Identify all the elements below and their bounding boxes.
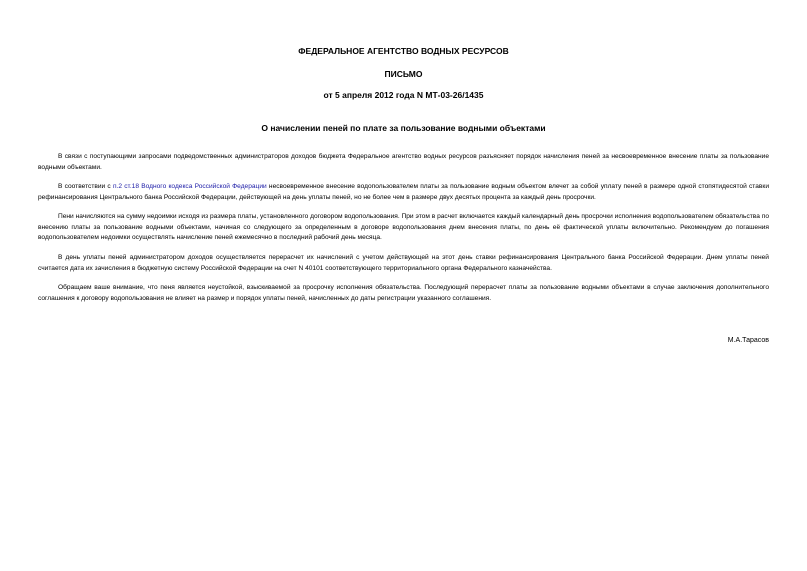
link-water-code[interactable]: Водного кодекса Российской Федерации [141, 183, 267, 190]
document-type: ПИСЬМО [384, 69, 423, 79]
document-date-number: от 5 апреля 2012 года N МТ-03-26/1435 [323, 90, 484, 100]
signature: М.А.Тарасов [727, 337, 769, 344]
document-subject: О начислении пеней по плате за пользование водными объектами [261, 123, 546, 133]
paragraph-4: В день уплаты пеней администратором доходов осуществляется перерасчет их начислений с учетом действующей на этот день ставки рефинансирования Центрального банка Российской Федерации. Днем уплаты пеней считается дата их зачисления в бюджетную систему Российской Федерации на счет N 40101 соответствующего территориального органа Федерального казначейства. [38, 254, 769, 272]
paragraph-2-text-after: несвоевременное внесение водопользователем платы за пользование водным объектом влечет за собой уплату пеней в размере одной стопятидесятой ставки рефинансирования Центрального банка Российской Федерации, действующей на день уплаты пеней, но не более чем в размере двух десятых процента за каждый день просрочки. [38, 183, 769, 201]
agency-name: ФЕДЕРАЛЬНОЕ АГЕНТСТВО ВОДНЫХ РЕСУРСОВ [298, 46, 509, 56]
link-article-18-clause-2[interactable]: п.2 ст.18 [112, 183, 139, 190]
paragraph-2-text-before: В соответствии с [58, 183, 113, 190]
paragraph-2 [38, 182, 769, 203]
paragraph-1: В связи с поступающими запросами подведомственных администраторов доходов бюджета Федеральное агентство водных ресурсов разъясняет порядок начисления пеней за несвоевременное внесение платы за пользование водными объектами. [38, 153, 769, 171]
document-page [38, 0, 769, 571]
paragraph-5: Обращаем ваше внимание, что пеня является неустойкой, взыскиваемой за просрочку исполнения обязательства. Последующий перерасчет платы за пользование водными объектами в случае заключения дополнительного соглашения к договору водопользования не влияет на размер и порядок уплаты пеней, начисленных до даты регистрации указанного соглашения. [38, 284, 769, 302]
paragraph-3: Пени начисляются на сумму недоимки исходя из размера платы, установленного договором водопользования. При этом в расчет включается каждый календарный день просрочки исполнения водопользователем обязательства по внесению платы за пользование водными объектами, начиная со следующего за определенным в договоре водопользования днем внесения платы, по день её фактической уплаты включительно. Рекомендуем до погашения водопользователем недоимки осуществлять начисление пеней ежемесячно в последний рабочий день месяца. [38, 213, 769, 241]
